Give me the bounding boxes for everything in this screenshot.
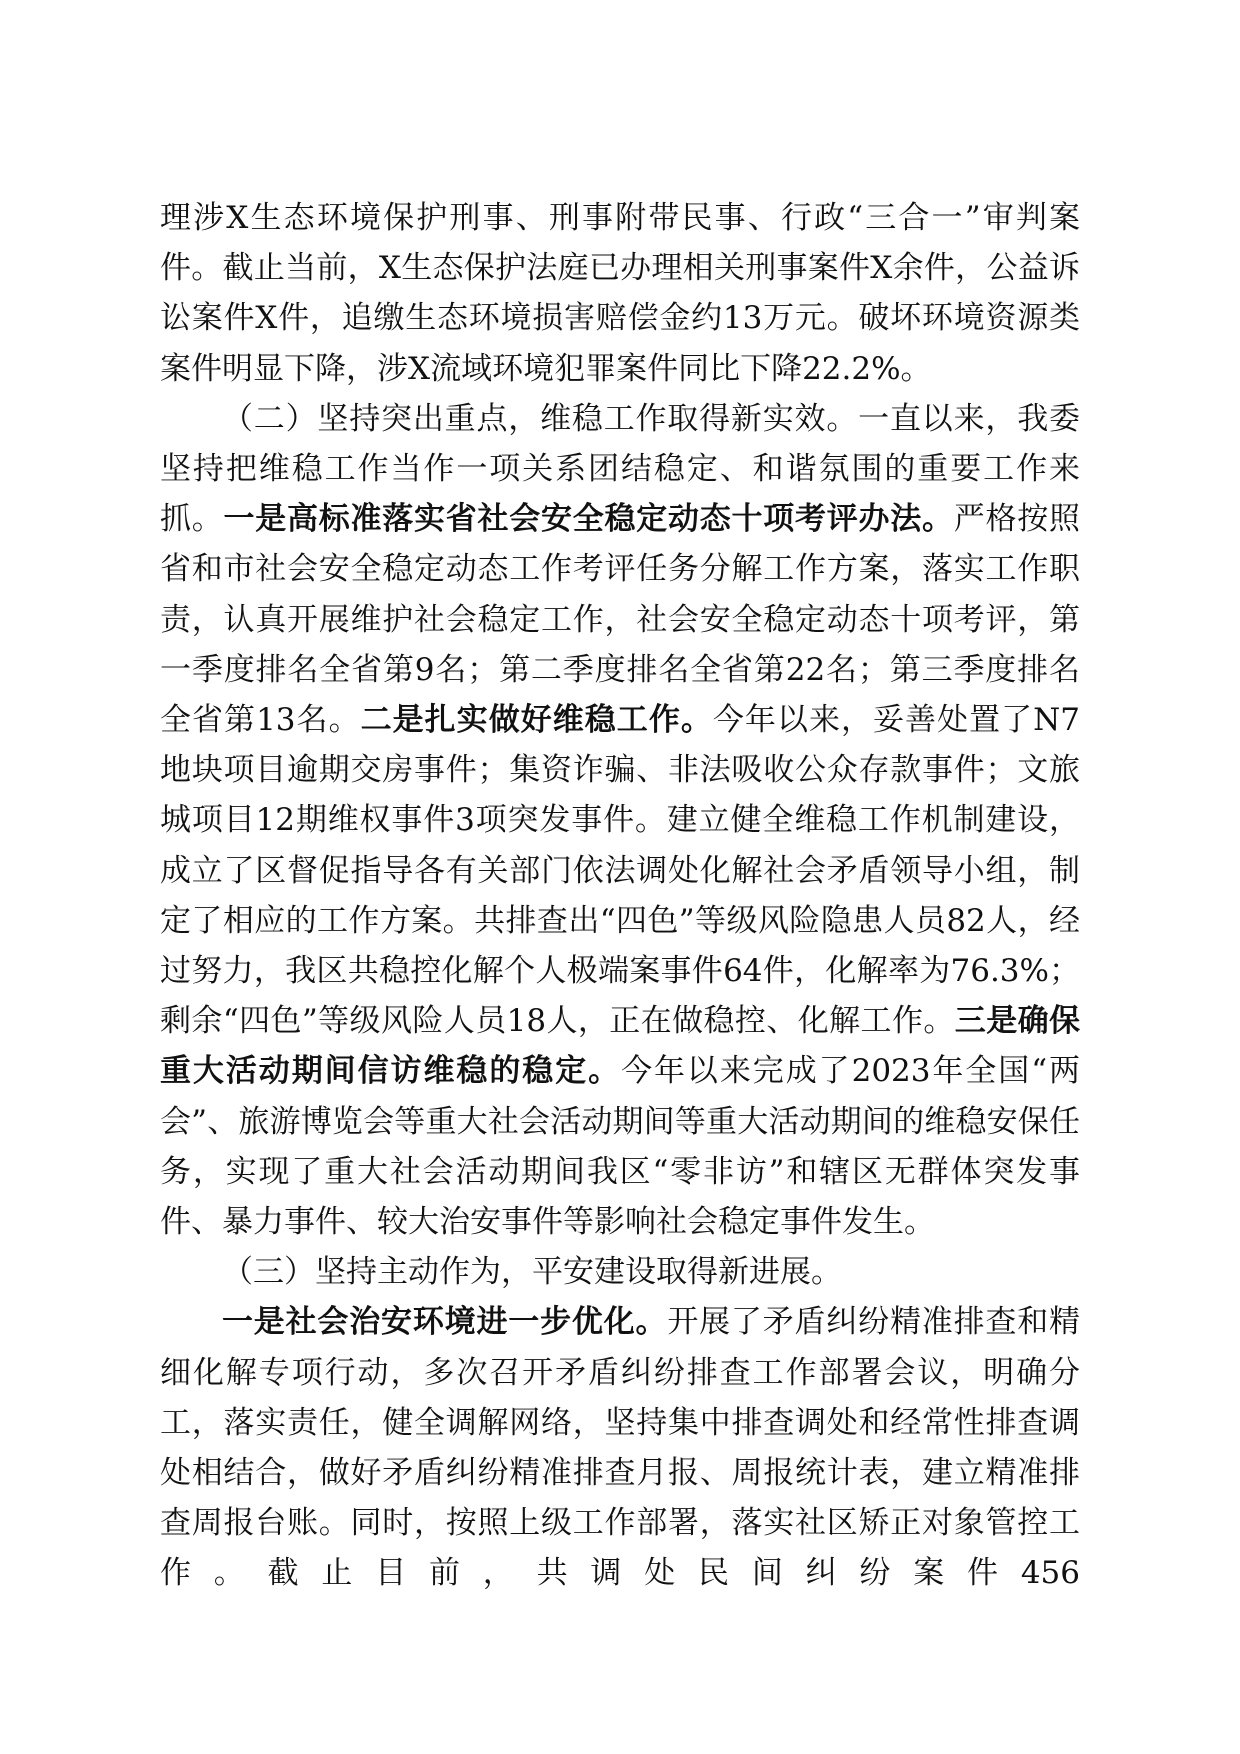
- bold-point-3: 三是确保重大活动期间信访维稳的稳定。: [160, 1003, 1081, 1090]
- paragraph-ecology-cases: 理涉X生态环境保护刑事、刑事附带民事、行政“三合一”审判案件。截止当前，X生态保护法庭已办理相关刑事案件X余件，公益诉讼案件X件，追缴生态环境损害赔偿金约13万元。破坏环境资源类案件明显下降，涉X流域环境犯罪案件同比下降22.2%。: [160, 200, 1080, 387]
- stability-point-3-text: 今年以来完成了2023年全国“两会”、旅游博览会等重大社会活动期间等重大活动期间的维稳安保任务，实现了重大社会活动期间我区“零非访”和辖区无群体突发事件、暴力事件、较大治安事件等影响社会稳定事件发生。: [160, 1053, 1080, 1241]
- bold-point-1: 一是高标准落实省社会安全稳定动态十项考评办法。: [223, 501, 954, 538]
- stability-point-2-text: 今年以来，妥善处置了N7地块项目逾期交房事件；集资诈骗、非法吸收公众存款事件；文旅城项目12期维权事件3项突发事件。建立健全维稳工作机制建设，成立了区督促指导各有关部门依法调处化解社会矛盾领导小组，制定了相应的工作方案。共排查出“四色”等级风险隐患人员82人，经过努力，我区共稳控化解个人极端案事件64件，化解率为76.3%；剩余“四色”等级风险人员18人，正在做稳控、化解工作。: [160, 702, 1080, 1040]
- stability-intro-text: 一直以来，我委坚持把维稳工作当作一项关系团结稳定、和谐氛围的重要工作来抓。: [160, 400, 1081, 538]
- bold-security-point-1: 一是社会治安环境进一步优化。: [222, 1304, 668, 1341]
- section-heading-2: （二）坚持突出重点，维稳工作取得新实效。: [222, 400, 859, 437]
- stability-point-1-text: 严格按照省和市社会安全稳定动态工作考评任务分解工作方案，落实工作职责，认真开展维护社会稳定工作，社会安全稳定动态十项考评，第一季度排名全省第9名；第二季度排名全省第22名；第三季度排名全省第13名。: [160, 501, 1080, 739]
- document-page: [160, 193, 1080, 1599]
- paragraph-public-security: [160, 1297, 1080, 1598]
- paragraph-stability-work: [160, 394, 1080, 1247]
- security-point-1-text: 开展了矛盾纠纷精准排查和精细化解专项行动，多次召开矛盾纠纷排查工作部署会议，明确分工，落实责任，健全调解网络，坚持集中排查调处和经常性排查调处相结合，做好矛盾纠纷精准排查月报、周报统计表，建立精准排查周报台账。同时，按照上级工作部署，落实社区矫正对象管控工作。截止目前，共调处民间纠纷案件456: [160, 1304, 1081, 1592]
- bold-point-2: 二是扎实做好维稳工作。: [360, 702, 713, 739]
- section-heading-3: （三）坚持主动作为，平安建设取得新进展。: [222, 1254, 842, 1291]
